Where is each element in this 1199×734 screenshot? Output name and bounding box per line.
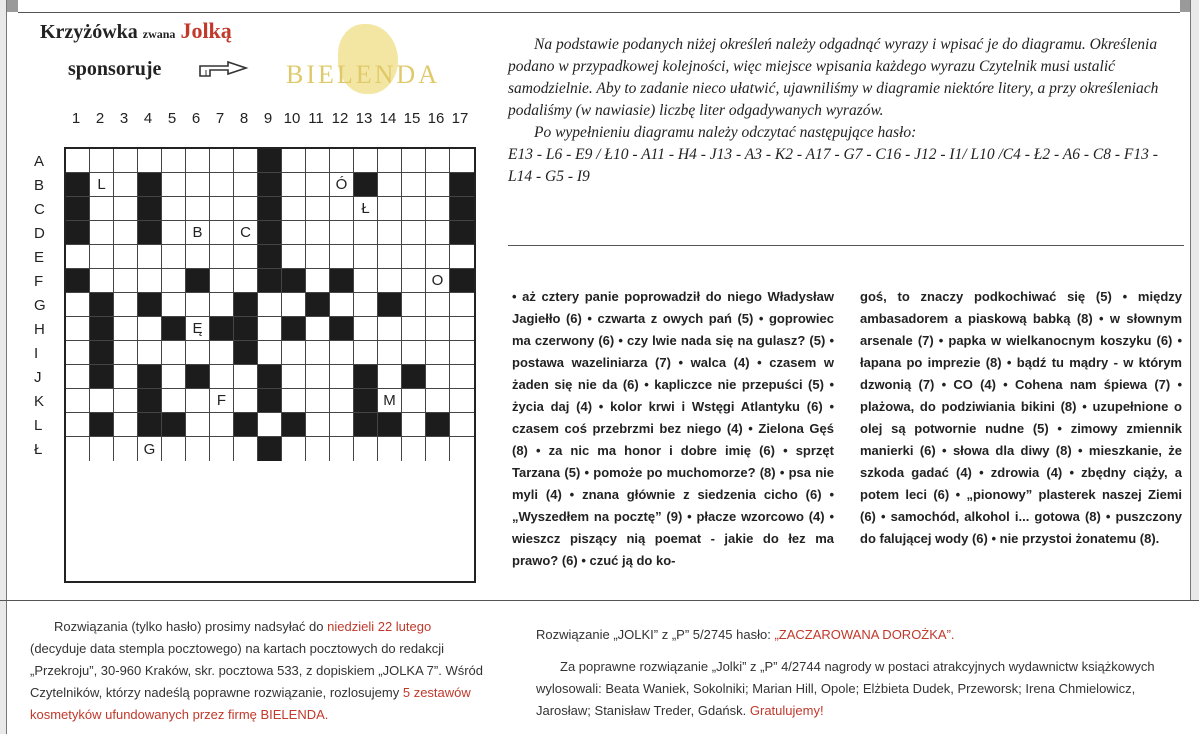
black-cell: [354, 365, 378, 389]
grid-cell[interactable]: [378, 197, 402, 221]
column-number: 13: [355, 110, 373, 127]
grid-cell[interactable]: [450, 365, 474, 389]
black-cell: [234, 293, 258, 317]
grid-cell[interactable]: [210, 197, 234, 221]
grid-cell[interactable]: [210, 365, 234, 389]
row-letter: B: [34, 177, 45, 194]
black-cell: [450, 221, 474, 245]
black-cell: [90, 317, 114, 341]
black-cell: [282, 269, 306, 293]
right-border: [1190, 0, 1199, 600]
grid-cell[interactable]: [450, 245, 474, 269]
footer-divider: [0, 600, 1199, 601]
grid-cell[interactable]: [90, 149, 114, 173]
column-number: 10: [283, 110, 301, 127]
grid-cell[interactable]: [330, 221, 354, 245]
grid-cell[interactable]: [306, 149, 330, 173]
grid-cell[interactable]: [186, 389, 210, 413]
title-red-word: Jolką: [180, 18, 232, 43]
grid-cell[interactable]: [306, 413, 330, 437]
grid-cell[interactable]: [114, 269, 138, 293]
grid-cell[interactable]: [306, 269, 330, 293]
black-cell: [282, 317, 306, 341]
grid-cell[interactable]: [114, 341, 138, 365]
column-number: 11: [308, 110, 324, 127]
grid-cell[interactable]: [162, 269, 186, 293]
grid-cell[interactable]: [210, 269, 234, 293]
instructions-paragraph: Na podstawie podanych niżej określeń należy odgadnąć wyrazy i wpisać je do diagramu. Określenia podano w przypadkowej kolejności, więc miejsce wpisania każdego wyrazu Czytelnik musi ustalić samodzielnie. Aby to zadanie nieco ułatwić, ujawniliśmy w diagramie niektóre litery, a przy określeniach podaliśmy (w nawiasie) liczbę liter odgadywanych wyrazów.: [508, 36, 1159, 119]
grid-cell[interactable]: [330, 341, 354, 365]
grid-cell[interactable]: [162, 293, 186, 317]
grid-cell[interactable]: [114, 437, 138, 461]
grid-cell[interactable]: [186, 149, 210, 173]
grid-cell[interactable]: [258, 413, 282, 437]
row-letter: Ł: [34, 441, 43, 458]
grid-cell[interactable]: [114, 173, 138, 197]
grid-cell[interactable]: [282, 293, 306, 317]
congrats-text: Gratulujemy!: [749, 703, 824, 718]
grid-cell[interactable]: [66, 293, 90, 317]
grid-cell[interactable]: [306, 389, 330, 413]
previous-solution-label: Rozwiązanie „JOLKI” z „P” 5/2745 hasło:: [536, 627, 771, 642]
clues-column-1: • aż cztery panie poprowadził do niego Władysław Jagiełło (6) • czwarta z owych pań (5) • goprowiec ma czerwony (6) • czy lwie nada się na gulasz? (5) • postawa wazeliniarza (7) • walca (4) • czasem w żaden się nie da (6) • kapliczce nie przepuści (5) • życia daj (4) • kolor krwi i Wstęgi Atlantyku (6) • czasem coś przebrzmi bez niego (4) • Zielona Gęś (8) • za nic ma honor i dobre imię (6) • sprzęt Tarzana (5) • pomoże po muchomorze? (8) • psa nie myli (4) • znana głównie z siedzenia cicho (6) • „Wyszedłem na pocztę” (9) • płacze wzorcowo (4) • wieszcz piszący nią poemat - jakie do łez ma prawo? (6) • czuć ją do ko-: [512, 289, 834, 568]
column-number: 15: [403, 110, 421, 127]
grid-cell[interactable]: [402, 437, 426, 461]
row-letter: C: [34, 201, 45, 218]
black-cell: [450, 197, 474, 221]
black-cell: [450, 269, 474, 293]
grid-cell[interactable]: [210, 293, 234, 317]
grid-cell[interactable]: [114, 197, 138, 221]
grid-cell[interactable]: [258, 341, 282, 365]
grid-cell[interactable]: [114, 293, 138, 317]
grid-cell[interactable]: L: [90, 173, 114, 197]
grid-cell[interactable]: [210, 173, 234, 197]
grid-cell[interactable]: [282, 173, 306, 197]
black-cell: [186, 365, 210, 389]
grid-cell[interactable]: Ę: [186, 317, 210, 341]
grid-cell[interactable]: [234, 197, 258, 221]
grid-cell[interactable]: [114, 413, 138, 437]
left-border: [0, 0, 7, 734]
black-cell: [282, 413, 306, 437]
grid-cell[interactable]: Ó: [330, 173, 354, 197]
grid-cell[interactable]: [426, 293, 450, 317]
crossword-title: [40, 18, 232, 44]
grid-cell[interactable]: [354, 437, 378, 461]
grid-cell[interactable]: [354, 221, 378, 245]
grid-cell[interactable]: [450, 317, 474, 341]
grid-cell[interactable]: [66, 149, 90, 173]
black-cell: [258, 197, 282, 221]
black-cell: [234, 317, 258, 341]
grid-cell[interactable]: [210, 437, 234, 461]
grid-cell[interactable]: [354, 293, 378, 317]
grid-cell[interactable]: [426, 221, 450, 245]
grid-cell[interactable]: [210, 413, 234, 437]
grid-cell[interactable]: [66, 341, 90, 365]
column-number: 9: [263, 110, 273, 127]
black-cell: [258, 173, 282, 197]
column-number: 4: [143, 110, 153, 127]
grid-cell[interactable]: [162, 221, 186, 245]
grid-cell[interactable]: [162, 341, 186, 365]
grid-cell[interactable]: [66, 413, 90, 437]
bielenda-logo: [268, 24, 458, 106]
grid-cell[interactable]: [306, 221, 330, 245]
black-cell: [258, 149, 282, 173]
black-cell: [90, 365, 114, 389]
grid-cell[interactable]: [282, 197, 306, 221]
grid-cell[interactable]: [426, 341, 450, 365]
grid-cell[interactable]: [66, 389, 90, 413]
grid-cell[interactable]: [426, 389, 450, 413]
grid-cell[interactable]: [378, 365, 402, 389]
black-cell: [162, 413, 186, 437]
grid-cell[interactable]: [426, 173, 450, 197]
black-cell: [378, 413, 402, 437]
grid-cell[interactable]: [234, 269, 258, 293]
grid-cell[interactable]: [186, 413, 210, 437]
black-cell: [138, 293, 162, 317]
row-letter: F: [34, 273, 44, 290]
grid-cell[interactable]: [330, 437, 354, 461]
grid-cell[interactable]: [354, 269, 378, 293]
black-cell: [258, 221, 282, 245]
grid-cell[interactable]: [450, 437, 474, 461]
divider: [508, 245, 1184, 246]
grid-cell[interactable]: [354, 317, 378, 341]
grid-cell[interactable]: [306, 245, 330, 269]
clues-column-2: goś, to znaczy podkochiwać się (5) • między ambasadorem a piaskową babką (8) • w słownym arsenale (7) • papka w wielkanocnym koszyku (6) • łapana po imprezie (8) • bądź tu mądry - w którym dzwonią (7) • CO (4) • Cohena nam śpiewa (7) • plażowa, do podziwiania bikini (8) • uzupełnione o olej są potwornie nudne (5) • zimowy zmiennik manierki (6) • słowa dla diwy (8) • mieszkanie, że szkoda gadać (4) • zdrowia (4) • zbędny ciąży, a potem leci (6) • „pionowy” plasterek naszej Ziemi (6) • samochód, alkohol i... gotowa (8) • puszczony do falującej wody (6) • nie przystoi żonatemu (8).: [860, 289, 1182, 546]
grid-cell[interactable]: [162, 365, 186, 389]
grid-cell[interactable]: [162, 197, 186, 221]
grid-cell[interactable]: [186, 197, 210, 221]
grid-cell[interactable]: [426, 437, 450, 461]
grid-cell[interactable]: [234, 389, 258, 413]
grid-cell[interactable]: [138, 341, 162, 365]
grid-cell[interactable]: [330, 197, 354, 221]
grid-cell[interactable]: C: [234, 221, 258, 245]
grid-cell[interactable]: [426, 317, 450, 341]
previous-solution-answer: „ZACZAROWANA DOROŻKA”.: [774, 627, 955, 642]
grid-cell[interactable]: [234, 173, 258, 197]
row-letter: A: [34, 153, 45, 170]
grid-cell[interactable]: [450, 149, 474, 173]
black-cell: [330, 269, 354, 293]
grid-cell[interactable]: [66, 365, 90, 389]
black-cell: [450, 173, 474, 197]
grid-cell[interactable]: [90, 197, 114, 221]
grid-cell[interactable]: [354, 245, 378, 269]
black-cell: [66, 173, 90, 197]
black-cell: [66, 269, 90, 293]
grid-cell[interactable]: [258, 293, 282, 317]
black-cell: [402, 365, 426, 389]
submission-info: [30, 616, 490, 726]
grid-cell[interactable]: [378, 317, 402, 341]
row-letter: I: [34, 345, 39, 362]
black-cell: [330, 317, 354, 341]
grid-cell[interactable]: [402, 413, 426, 437]
grid-cell[interactable]: [378, 269, 402, 293]
row-letter: L: [34, 417, 43, 434]
grid-cell[interactable]: [354, 341, 378, 365]
grid-cell[interactable]: [186, 341, 210, 365]
top-border: [0, 0, 1199, 12]
submission-text: (decyduje data stempla pocztowego) na kartach pocztowych do redakcji „Przekroju”, 30-960 Kraków, skr. pocztowa 533, z dopiskiem „JOLKA 7”. Wśród Czytelników, którzy nadeślą poprawne rozwiązanie, rozlosujemy: [30, 641, 484, 700]
row-letter: E: [34, 249, 45, 266]
grid-cell[interactable]: [90, 437, 114, 461]
winners-text: Za poprawne rozwiązanie „Jolki” z „P” 4/2744 nagrody w postaci atrakcyjnych wydawnictw książkowych wylosowali: Beata Waniek, Sokolniki; Marian Hill, Opole; Elżbieta Dudek, Przeworsk; Irena Chmielowicz, Jarosław; Stanisław Treder, Gdańsk.: [536, 659, 1155, 718]
grid-cell[interactable]: [162, 173, 186, 197]
grid-cell[interactable]: [282, 221, 306, 245]
grid-cell[interactable]: [354, 149, 378, 173]
row-letter: D: [34, 225, 45, 242]
grid-cell[interactable]: [138, 317, 162, 341]
grid-cell[interactable]: [282, 365, 306, 389]
grid-cell[interactable]: [66, 245, 90, 269]
black-cell: [378, 293, 402, 317]
grid-cell[interactable]: [234, 149, 258, 173]
grid-cell[interactable]: [306, 341, 330, 365]
grid-cell[interactable]: [306, 317, 330, 341]
grid-cell[interactable]: [330, 389, 354, 413]
grid-cell[interactable]: [282, 341, 306, 365]
winners: [536, 656, 1176, 722]
grid-cell[interactable]: [186, 437, 210, 461]
column-number: 17: [451, 110, 469, 127]
black-cell: [186, 269, 210, 293]
black-cell: [258, 437, 282, 461]
grid-cell[interactable]: [162, 245, 186, 269]
column-number: 3: [119, 110, 129, 127]
grid-cell[interactable]: [426, 197, 450, 221]
black-cell: [138, 389, 162, 413]
grid-cell[interactable]: [66, 317, 90, 341]
grid-cell[interactable]: [234, 437, 258, 461]
black-cell: [66, 221, 90, 245]
grid-cell[interactable]: [378, 221, 402, 245]
grid-cell[interactable]: [426, 149, 450, 173]
black-cell: [138, 173, 162, 197]
logo-text: BIELENDA: [286, 60, 440, 89]
column-number: 1: [71, 110, 81, 127]
column-number: 14: [379, 110, 397, 127]
black-cell: [66, 197, 90, 221]
grid-cell[interactable]: [378, 341, 402, 365]
grid-cell[interactable]: [402, 197, 426, 221]
black-cell: [234, 341, 258, 365]
instructions-paragraph: Po wypełnieniu diagramu należy odczytać następujące hasło:: [534, 124, 917, 141]
grid-cell[interactable]: [402, 269, 426, 293]
grid-cell[interactable]: [186, 173, 210, 197]
grid-cell[interactable]: G: [138, 437, 162, 461]
grid-cell[interactable]: [282, 389, 306, 413]
grid-cell[interactable]: [282, 437, 306, 461]
grid-cell[interactable]: [162, 149, 186, 173]
column-number: 7: [215, 110, 225, 127]
grid-cell[interactable]: [402, 221, 426, 245]
black-cell: [258, 245, 282, 269]
row-letter: G: [34, 297, 46, 314]
grid-cell[interactable]: [234, 245, 258, 269]
grid-cell[interactable]: [306, 173, 330, 197]
grid-cell[interactable]: M: [378, 389, 402, 413]
grid-cell[interactable]: [186, 293, 210, 317]
row-letter: H: [34, 321, 45, 338]
column-number: 12: [331, 110, 349, 127]
grid-cell[interactable]: [210, 149, 234, 173]
grid-cell[interactable]: [114, 365, 138, 389]
black-cell: [354, 413, 378, 437]
black-cell: [234, 413, 258, 437]
grid-cell[interactable]: [402, 317, 426, 341]
title-small-word: zwana: [142, 27, 176, 41]
grid-cell[interactable]: B: [186, 221, 210, 245]
grid-cell[interactable]: [330, 149, 354, 173]
grid-cell[interactable]: [450, 341, 474, 365]
previous-solution: [536, 624, 1176, 646]
grid-cell[interactable]: [378, 149, 402, 173]
grid-cell[interactable]: [90, 221, 114, 245]
grid-cell[interactable]: [330, 293, 354, 317]
grid-cell[interactable]: [378, 437, 402, 461]
grid-cell[interactable]: [402, 341, 426, 365]
grid-cell[interactable]: [378, 173, 402, 197]
row-letter: K: [34, 393, 45, 410]
grid-cell[interactable]: [306, 365, 330, 389]
grid-cell[interactable]: [210, 221, 234, 245]
grid-cell[interactable]: [402, 293, 426, 317]
grid-cell[interactable]: [234, 365, 258, 389]
column-number: 5: [167, 110, 177, 127]
grid-cell[interactable]: [450, 389, 474, 413]
grid-cell[interactable]: [114, 245, 138, 269]
grid-cell[interactable]: [282, 245, 306, 269]
grid-cell[interactable]: [138, 149, 162, 173]
black-cell: [258, 365, 282, 389]
black-cell: [138, 413, 162, 437]
solution-key: E13 - L6 - E9 / Ł10 - A11 - H4 - J13 - A3 - K2 - A17 - G7 - C16 - J12 - I1/ L10 /C4 - Ł2 - A6 - C8 - F13 - L14 - G5 - I9: [508, 146, 1158, 185]
submission-text: Rozwiązania (tylko hasło) prosimy nadsyłać do: [54, 619, 324, 634]
grid-cell[interactable]: [282, 149, 306, 173]
column-number: 6: [191, 110, 201, 127]
grid-cell[interactable]: [162, 437, 186, 461]
black-cell: [426, 413, 450, 437]
black-cell: [162, 317, 186, 341]
grid-cell[interactable]: [210, 245, 234, 269]
black-cell: [138, 365, 162, 389]
grid-cell[interactable]: [90, 389, 114, 413]
black-cell: [90, 341, 114, 365]
grid-cell[interactable]: [186, 245, 210, 269]
grid-cell[interactable]: [138, 269, 162, 293]
prize-text: 5 zestawów kosmetyków ufundowanych przez firmę BIELENDA.: [30, 685, 471, 722]
pointing-hand-icon: [198, 58, 250, 80]
grid-cell[interactable]: [114, 149, 138, 173]
sponsor-label: sponsoruje: [68, 58, 162, 80]
row-letter: J: [34, 369, 42, 386]
grid-cell[interactable]: [162, 389, 186, 413]
crossword-grid[interactable]: [64, 147, 476, 583]
grid-cell[interactable]: [306, 197, 330, 221]
black-cell: [90, 293, 114, 317]
grid-cell[interactable]: [210, 341, 234, 365]
grid-cell[interactable]: [306, 437, 330, 461]
grid-cell[interactable]: [330, 365, 354, 389]
grid-cell[interactable]: [450, 293, 474, 317]
grid-cell[interactable]: [402, 149, 426, 173]
black-cell: [354, 173, 378, 197]
grid-cell[interactable]: [426, 245, 450, 269]
black-cell: [90, 413, 114, 437]
grid-cell[interactable]: [90, 245, 114, 269]
grid-cell[interactable]: [66, 437, 90, 461]
grid-cell[interactable]: O: [426, 269, 450, 293]
grid-cell[interactable]: [330, 245, 354, 269]
title-word: Krzyżówka: [40, 21, 138, 43]
black-cell: [258, 389, 282, 413]
grid-cell[interactable]: [330, 413, 354, 437]
instructions: [508, 34, 1184, 188]
column-number: 16: [427, 110, 445, 127]
black-cell: [138, 197, 162, 221]
grid-cell[interactable]: Ł: [354, 197, 378, 221]
black-cell: [258, 269, 282, 293]
black-cell: [306, 293, 330, 317]
grid-cell[interactable]: [258, 317, 282, 341]
grid-cell[interactable]: F: [210, 389, 234, 413]
grid-cell[interactable]: [402, 173, 426, 197]
column-number: 8: [239, 110, 249, 127]
black-cell: [354, 389, 378, 413]
grid-cell[interactable]: [114, 317, 138, 341]
grid-cell[interactable]: [90, 269, 114, 293]
grid-cell[interactable]: [402, 245, 426, 269]
grid-cell[interactable]: [114, 389, 138, 413]
grid-cell[interactable]: [114, 221, 138, 245]
black-cell: [138, 221, 162, 245]
grid-cell[interactable]: [402, 389, 426, 413]
grid-cell[interactable]: [138, 245, 162, 269]
black-cell: [210, 317, 234, 341]
grid-cell[interactable]: [378, 245, 402, 269]
grid-cell[interactable]: [426, 365, 450, 389]
column-number: 2: [95, 110, 105, 127]
grid-cell[interactable]: [450, 413, 474, 437]
deadline-date: niedzieli 22 lutego: [327, 619, 432, 634]
